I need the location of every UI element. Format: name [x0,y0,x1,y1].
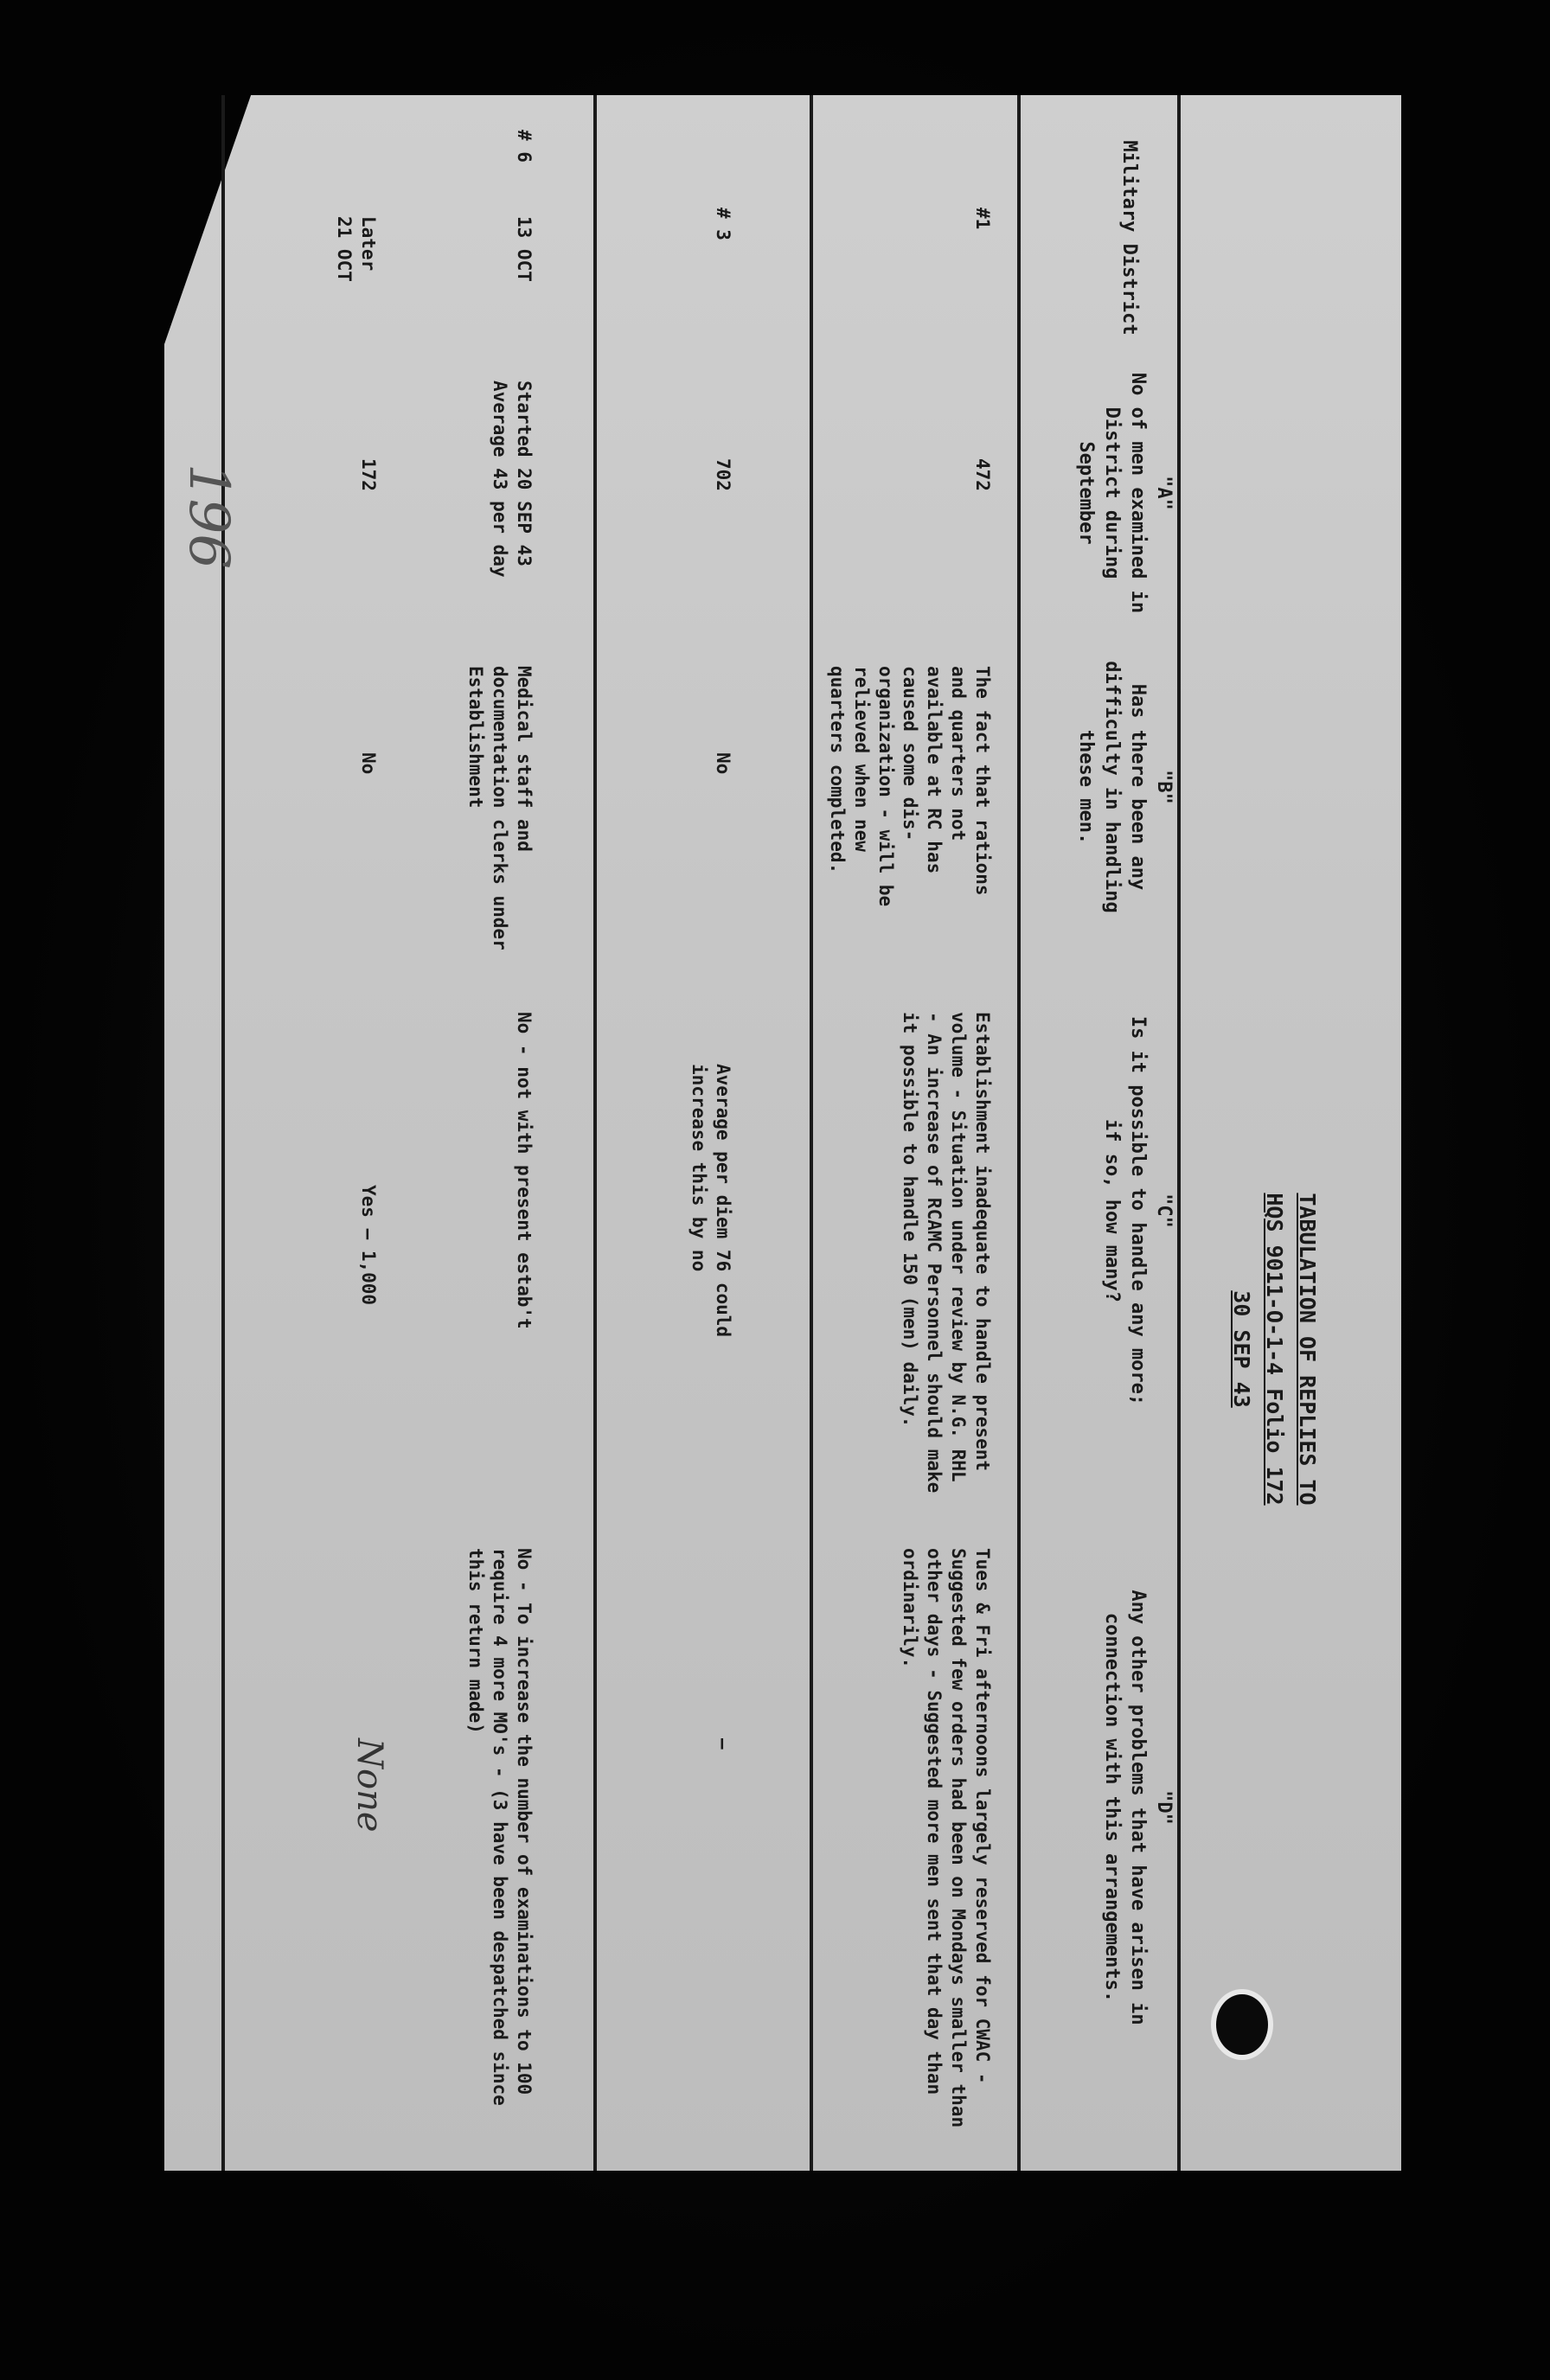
col-head-d: "D" Any other problems that have arisen in connection with this arrangements. [1101,1590,1175,2025]
header-rule [1017,95,1021,2171]
a-cell: 172 [358,458,379,491]
b-cell: No [713,752,733,775]
c-cell: Establishment inadequate to handle present volume - Situation under review by N.G. RHL - An increase of RCAMC Personnel should make it possible to handle 150 (men) daily. [900,1012,993,1494]
title-line-2: HQS 9011-O-1-4 Folio 172 [1262,1193,1287,1506]
d-cell: — [713,1738,733,1750]
document-title [1225,1046,1323,1652]
title-line-1: TABULATION OF REPLIES TO [1295,1193,1320,1506]
top-rule [1177,95,1181,2171]
margin-folio-number: 196 [176,463,241,570]
handwritten-none: None [349,1738,389,1833]
title-line-3: 30 SEP 43 [1229,1290,1254,1408]
d-cell: No - To increase the number of examinations to 100 require 4 more MO's - (3 have been despatched since this return made) [465,1548,535,2106]
c-cell: Yes — 1,000 [358,1185,379,1306]
row-rule [810,95,813,2171]
b-cell: The fact that rations and quarters not available at RC has caused some dis-organization - will be relieved when new quarters completed. [827,666,993,907]
col-head-c: "C" Is it possible to handle any more; if so, how many? [1101,1015,1175,1406]
d-cell: Tues & Fri afternoons largely reserved for CWAC - Suggested few orders had been on Mondays smaller than other days - Suggested more men sent that day than ordinarily. [900,1548,993,2128]
b-cell: Medical staff and documentation clerks under Establishment [465,666,535,950]
district-note: 13 OCT [514,216,535,282]
c-cell: No - not with present estab't [514,1012,535,1329]
col-head-a: "A" No of men examined in District during September [1075,372,1175,614]
bottom-rule [221,95,225,2171]
col-head-district: Military District [1118,140,1140,336]
district-cell: # 3 [713,208,733,240]
a-cell: 472 [972,458,993,491]
district-cell: Later [358,216,379,272]
rotated-table [164,95,1401,2171]
district-cell: #1 [972,208,993,230]
b-cell: No [358,752,379,775]
district-cell: # 6 [514,130,535,163]
a-cell: 702 [713,458,733,491]
c-cell: Average per diem 76 could increase this by no [689,1064,733,1338]
col-head-b: "B" Has there been any difficulty in handling these men. [1075,661,1175,913]
a-cell: Started 20 SEP 43 Average 43 per day [490,381,535,578]
row-rule [593,95,597,2171]
district-note: 21 OCT [334,216,355,282]
